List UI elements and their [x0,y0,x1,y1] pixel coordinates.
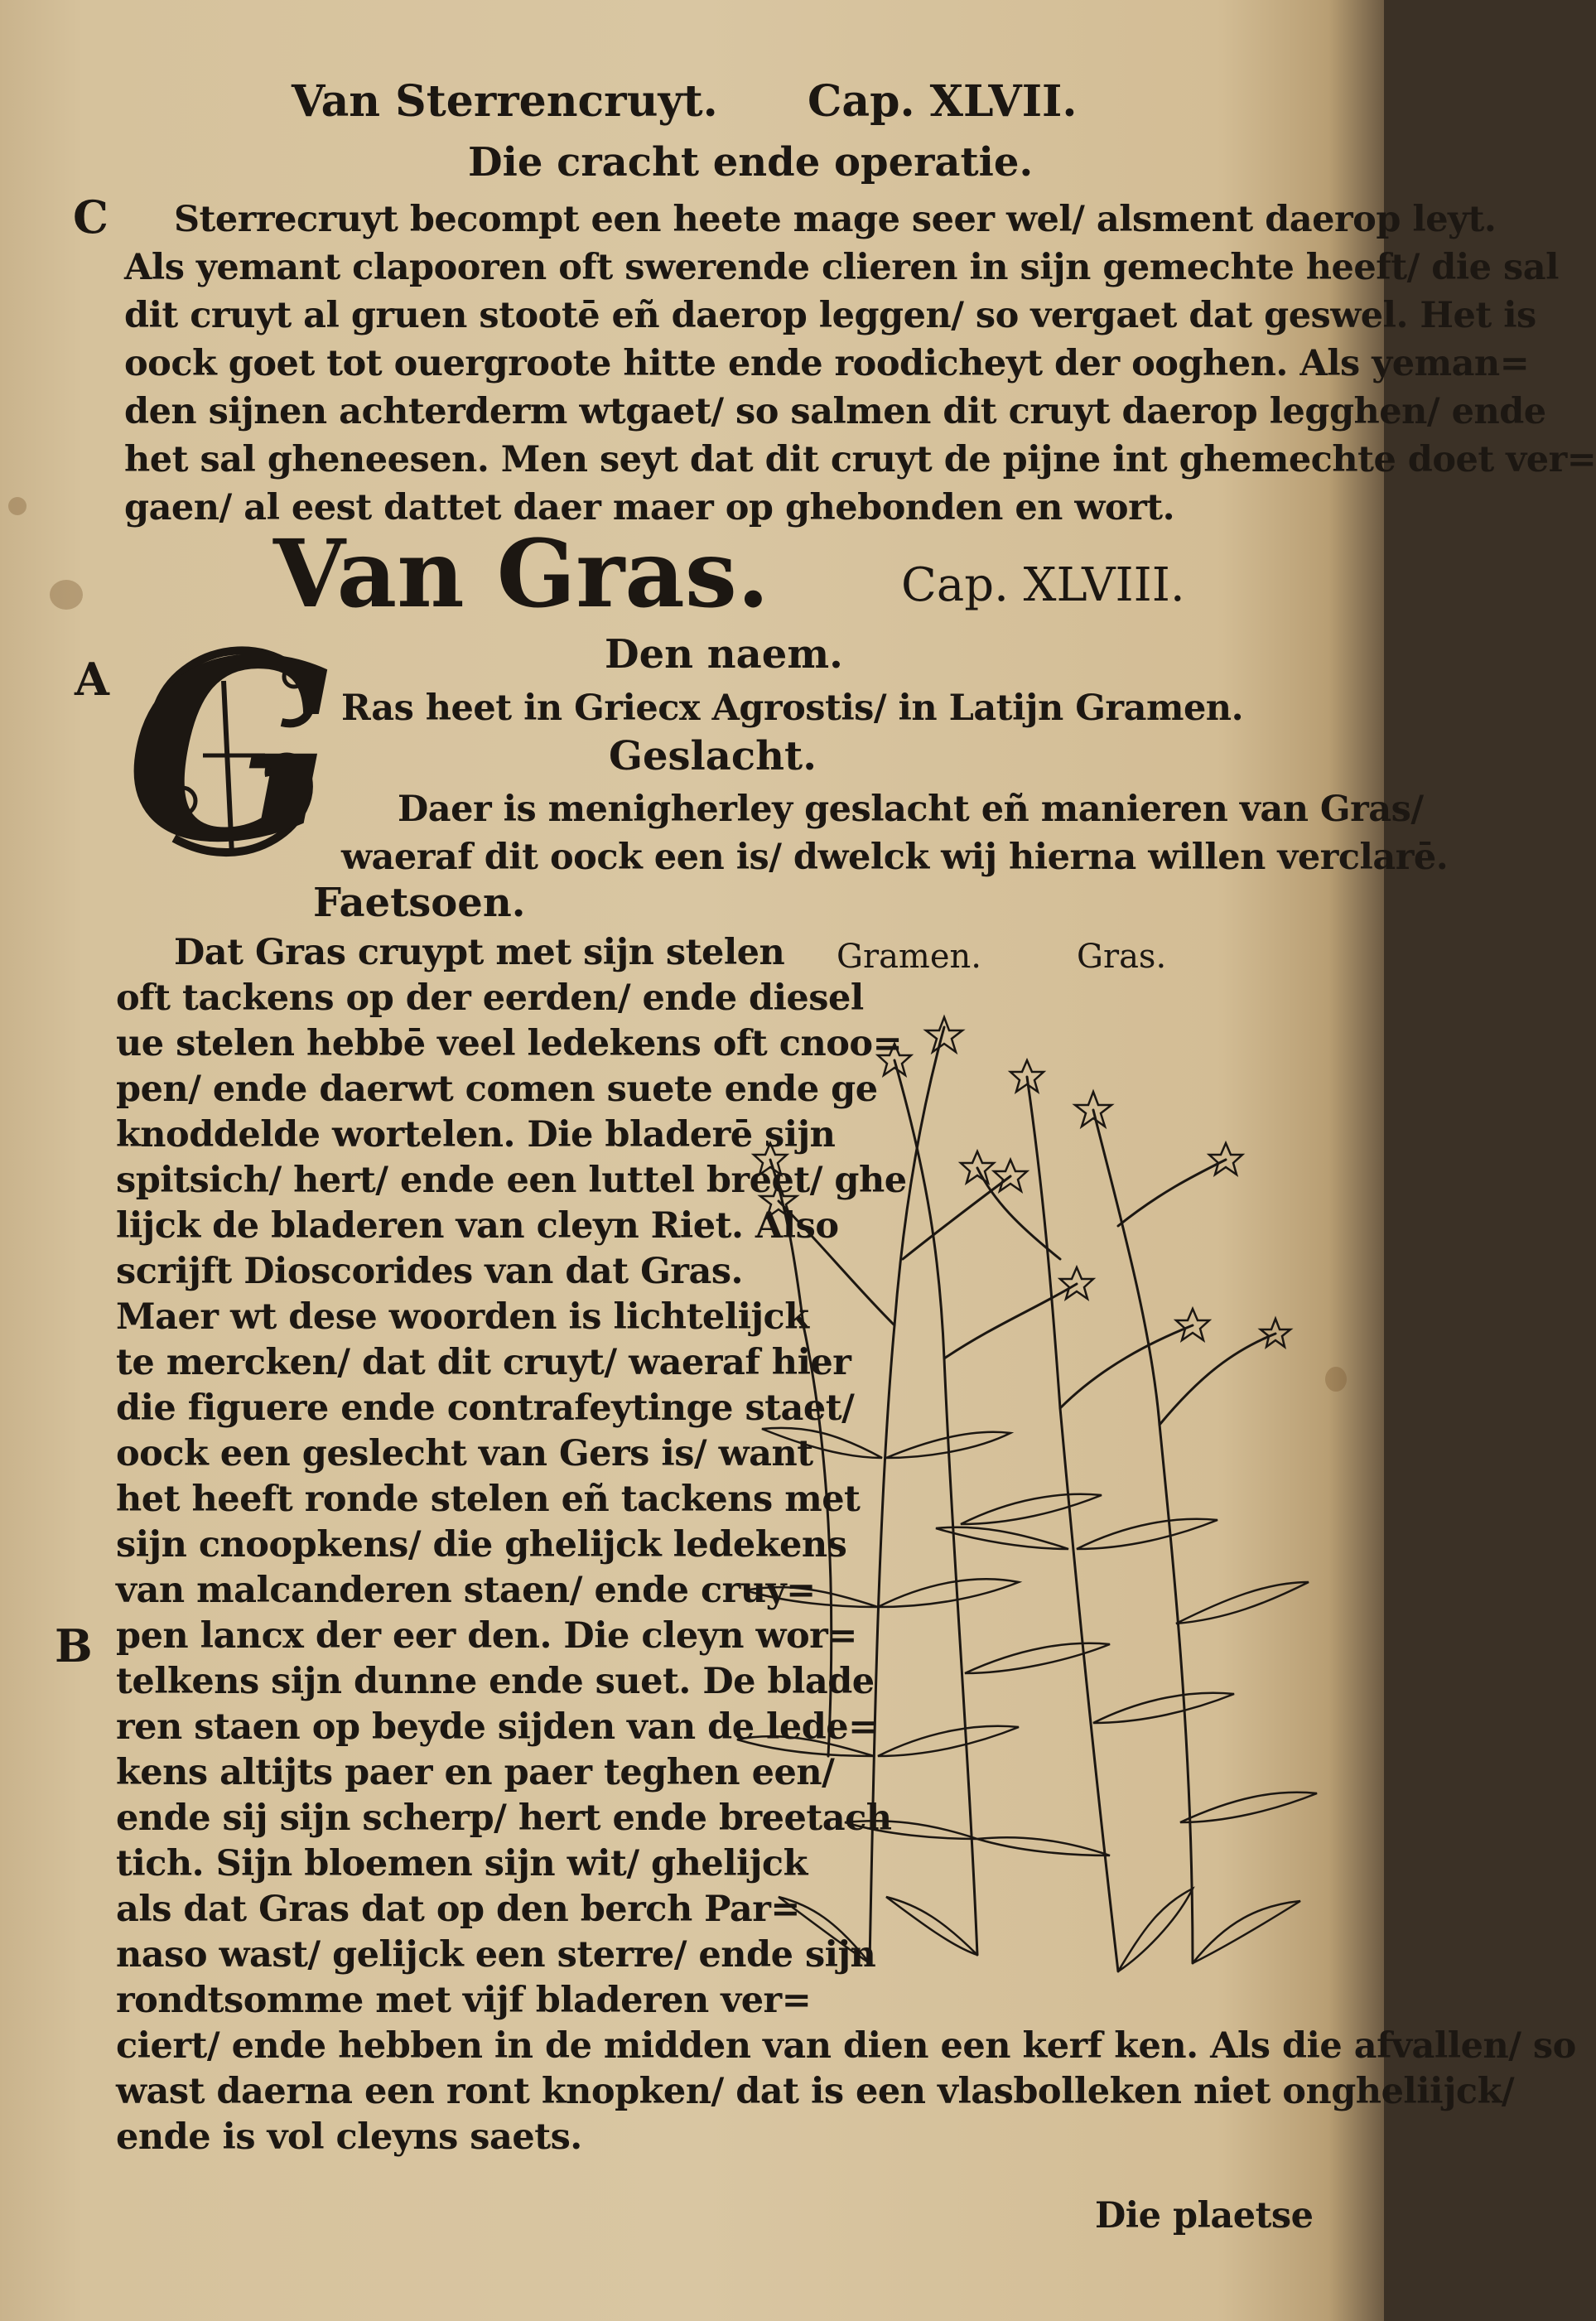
marginal-letter-c: C [73,191,108,244]
stain [50,580,83,610]
section-heading-operatie: Die cracht ende operatie. [468,139,1034,186]
section-heading-faetsoen: Faetsoen. [313,880,526,926]
text-line: den sijnen achterderm wtgaet/ so salmen dit cruyt daerop legghen/ ende [124,391,1546,432]
text-line: knoddelde wortelen. Die bladerē sijn [116,1114,836,1156]
gras-woodcut-illustration [729,1011,1325,2005]
text-line: het sal gheneesen. Men seyt dat dit cruyt de pijne int ghemechte doet ver= [124,439,1596,480]
section-heading-geslacht: Geslacht. [609,733,817,779]
text-line: ende sij sijn scherp/ hert ende breetach [116,1797,892,1839]
text-line: als dat Gras dat op den berch Par= [116,1889,800,1930]
text-line: oock een geslecht van Gers is/ want [116,1433,813,1474]
text-line: naso wast/ gelijck een sterre/ ende sijn [116,1934,876,1976]
text-line: telkens sijn dunne ende suet. De blade [116,1661,875,1702]
figure-label-dutch: Gras. [1077,938,1167,976]
running-header-left: Van Sterrencruyt. [292,76,718,127]
text-line: pen lancx der eer den. Die cleyn wor= [116,1615,857,1657]
text-line: Als yemant clapooren oft swerende clieren in sijn gemechte heeft/ die sal [124,247,1559,288]
text-line: scrijft Dioscorides van dat Gras. [116,1251,743,1292]
text-line: Maer wt dese woorden is lichtelijck [116,1296,809,1338]
text-line: pen/ ende daerwt comen suete ende ge [116,1069,878,1110]
running-header-right: Cap. XLVII. [808,76,1078,127]
text-line: wast daerna een ront knopken/ dat is een vlasbolleken niet ongheliĳck/ [116,2071,1515,2112]
text-line: ren staen op beyde sijden van de lede= [116,1706,878,1748]
dropcap-letter: G [125,605,339,897]
chapter-title: Van Gras. [273,520,769,629]
marginal-letter-a: A [75,653,109,706]
text-line: lijck de bladeren van cleyn Riet. Also [116,1205,839,1247]
text-line: waeraf dit oock een is/ dwelck wij hierna willen verclarē. [341,837,1449,878]
text-line: ue stelen hebbē veel ledekens oft cnoo= [116,1023,903,1064]
text-line: tich. Sijn bloemen sijn wit/ ghelijck [116,1843,808,1884]
text-line: kens altijts paer en paer teghen een/ [116,1752,835,1793]
text-line: Sterrecruyt becompt een heete mage seer wel/ alsment daerop leyt. [174,199,1497,240]
text-line: van malcanderen staen/ ende cruy= [116,1570,816,1611]
stain [8,497,27,515]
text-line: te mercken/ dat dit cruyt/ waeraf hier [116,1342,851,1383]
stain [1325,1367,1347,1392]
text-line: ende is vol cleyns saets. [116,2116,582,2158]
text-line: het heeft ronde stelen eñ tackens met [116,1479,861,1520]
figure-label-latin: Gramen. [837,938,981,976]
decorated-initial [124,605,340,897]
text-line: ciert/ ende hebben in de midden van dien een kerf ken. Als die afvallen/ so [116,2025,1576,2067]
text-line: die figuere ende contrafeytinge staet/ [116,1387,855,1429]
catchword: Die plaetse [1095,2195,1314,2237]
chapter-number: Cap. XLVIII. [901,558,1185,612]
text-line: spitsich/ hert/ ende een luttel breet/ ghe [116,1160,907,1201]
text-line-naem: Ras heet in Griecx Agrostis/ in Latijn Gramen. [341,688,1244,729]
text-line: oft tackens op der eerden/ ende diesel [116,977,864,1019]
section-heading-naem: Den naem. [605,631,843,678]
text-line: gaen/ al eest dattet daer maer op ghebonden en wort. [124,487,1175,528]
text-line: Dat Gras cruypt met sijn stelen [174,932,785,973]
marginal-letter-b: B [55,1619,93,1672]
text-line: oock goet tot ouergroote hitte ende roodicheyt der ooghen. Als yeman= [124,343,1530,384]
text-line: rondtsomme met vijf bladeren ver= [116,1980,812,2021]
text-line: sijn cnoopkens/ die ghelijck ledekens [116,1524,847,1566]
text-line: Daer is menigherley geslacht eñ manieren van Gras/ [398,789,1424,830]
text-line: dit cruyt al gruen stootē eñ daerop leggen/ so vergaet dat geswel. Het is [124,295,1536,336]
